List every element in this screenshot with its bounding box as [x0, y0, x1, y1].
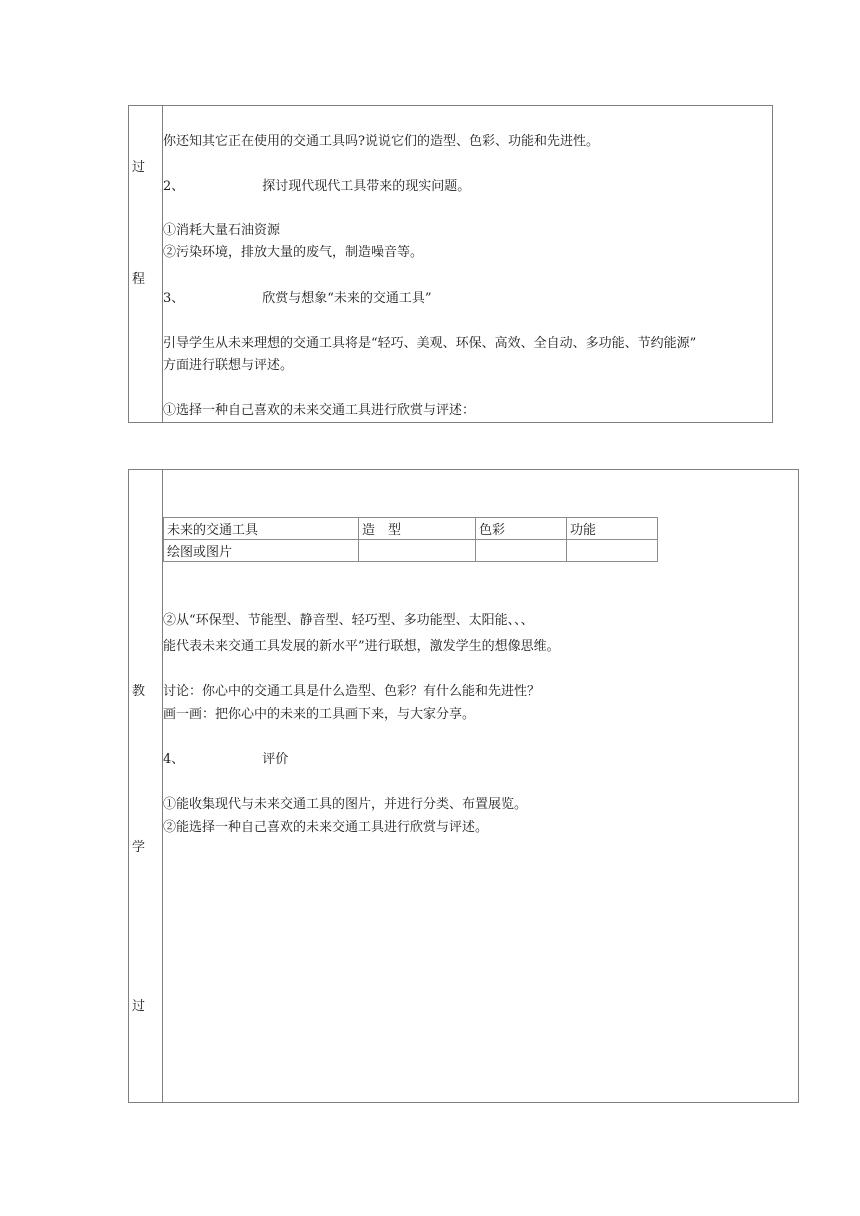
process-table-1	[128, 105, 773, 423]
table-cell: 绘图或图片	[164, 540, 359, 562]
heading-text: 评价	[262, 752, 289, 767]
table-header-row	[164, 518, 658, 540]
paragraph-line: 能代表未来交通工具发展的新水平”进行联想，激发学生的想像思维。	[163, 639, 560, 654]
vehicle-evaluation-table	[163, 517, 658, 562]
paragraph-line: 你还知其它正在使用的交通工具吗?说说它们的造型、色彩、功能和先进性。	[163, 134, 599, 149]
table-cell: 功能	[567, 518, 658, 540]
paragraph-line: 画一画：把你心中的未来的工具画下来，与大家分享。	[163, 707, 476, 722]
process-table-2	[128, 469, 799, 1103]
numbered-heading	[163, 752, 288, 768]
column-divider	[162, 470, 163, 1102]
side-label: 过	[132, 999, 146, 1014]
paragraph-line: ②能选择一种自己喜欢的未来交通工具进行欣赏与评述。	[163, 820, 489, 835]
item-number: 2、	[163, 179, 185, 194]
side-label: 教	[132, 684, 146, 699]
paragraph-line: ②污染环境，排放大量的废气，制造噪音等。	[163, 245, 424, 260]
numbered-heading	[163, 179, 470, 195]
table-row	[164, 540, 658, 562]
table-cell	[567, 540, 658, 562]
side-label: 学	[132, 840, 146, 855]
table-cell	[476, 540, 567, 562]
paragraph-line: 方面进行联想与评述。	[163, 358, 294, 373]
table-cell: 色彩	[476, 518, 567, 540]
table-cell: 造 型	[359, 518, 476, 540]
paragraph-line: 讨论：你心中的交通工具是什么造型、色彩？有什么能和先进性？	[163, 684, 541, 699]
paragraph-line: ①选择一种自己喜欢的未来交通工具进行欣赏与评述：	[163, 403, 476, 418]
item-number: 4、	[163, 752, 185, 767]
paragraph-line: ②从“环保型、节能型、静音型、轻巧型、多功能型、太阳能、、、	[163, 613, 534, 628]
paragraph-line: ①能收集现代与未来交通工具的图片，并进行分类、布置展览。	[163, 797, 528, 812]
table-cell	[359, 540, 476, 562]
paragraph-line: 引导学生从未来理想的交通工具将是“轻巧、美观、环保、高效、全自动、多功能、节约能源”	[163, 336, 697, 351]
column-divider	[162, 106, 163, 422]
heading-text: 探讨现代现代工具带来的现实问题。	[262, 179, 471, 194]
side-label: 程	[132, 272, 146, 287]
numbered-heading	[163, 291, 432, 307]
side-label: 过	[132, 160, 146, 175]
item-number: 3、	[163, 291, 185, 306]
table-cell: 未来的交通工具	[164, 518, 359, 540]
heading-text: 欣赏与想象“未来的交通工具”	[262, 291, 432, 306]
paragraph-line: ①消耗大量石油资源	[163, 223, 281, 238]
